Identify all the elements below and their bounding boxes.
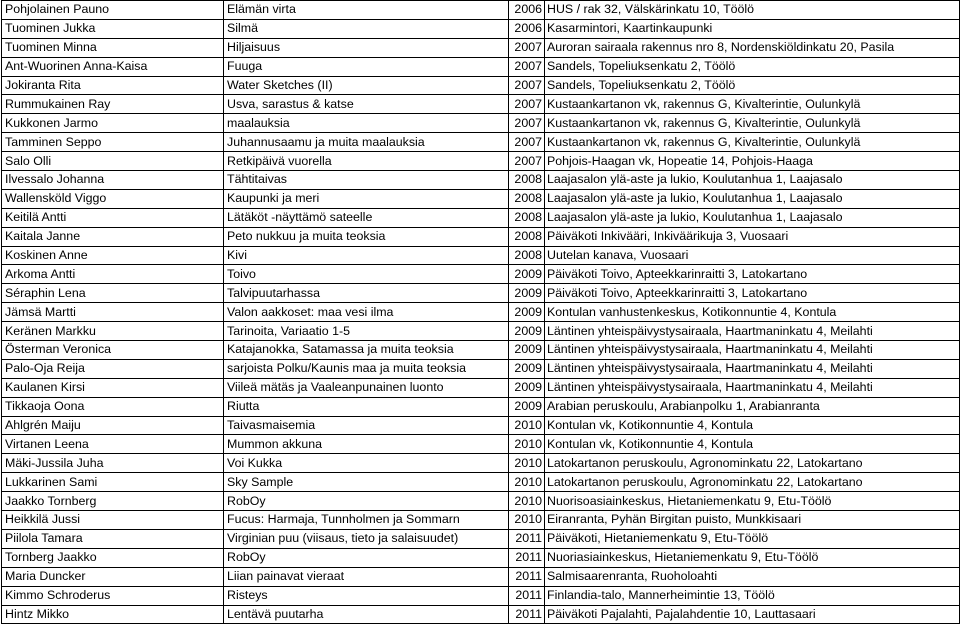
location-cell: Uutelan kanava, Vuosaari	[545, 246, 960, 265]
year-cell: 2009	[509, 284, 545, 303]
year-cell: 2007	[509, 57, 545, 76]
artwork-title-cell: Lentävä puutarha	[224, 605, 509, 624]
artwork-title-cell: Liian painavat vieraat	[224, 567, 509, 586]
location-cell: Kontulan vanhustenkeskus, Kotikonnuntie 4, Kontula	[545, 303, 960, 322]
table-row	[2, 473, 960, 492]
artwork-title-cell: Taivasmaisemia	[224, 416, 509, 435]
artwork-title-cell: Silmä	[224, 19, 509, 38]
table-row	[2, 57, 960, 76]
artist-name-cell: Mäki-Jussila Juha	[2, 454, 224, 473]
table-row	[2, 378, 960, 397]
artwork-title-cell: Tarinoita, Variaatio 1-5	[224, 322, 509, 341]
location-cell: Nuoriasiainkeskus, Hietaniemenkatu 9, Etu-Töölö	[545, 548, 960, 567]
table-row	[2, 303, 960, 322]
artist-name-cell: Maria Duncker	[2, 567, 224, 586]
table-row	[2, 567, 960, 586]
artist-name-cell: Palo-Oja Reija	[2, 359, 224, 378]
table-row	[2, 492, 960, 511]
year-cell: 2010	[509, 492, 545, 511]
location-cell: Eiranranta, Pyhän Birgitan puisto, Munkkisaari	[545, 511, 960, 530]
artwork-title-cell: sarjoista Polku/Kaunis maa ja muita teoksia	[224, 359, 509, 378]
artist-name-cell: Ahlgrén Maiju	[2, 416, 224, 435]
table-row	[2, 341, 960, 360]
year-cell: 2009	[509, 397, 545, 416]
artist-name-cell: Keitilä Antti	[2, 208, 224, 227]
table-row	[2, 208, 960, 227]
year-cell: 2009	[509, 378, 545, 397]
location-cell: Sandels, Topeliuksenkatu 2, Töölö	[545, 57, 960, 76]
year-cell: 2007	[509, 95, 545, 114]
artist-name-cell: Virtanen Leena	[2, 435, 224, 454]
location-cell: Läntinen yhteispäivystysairaala, Haartmaninkatu 4, Meilahti	[545, 359, 960, 378]
year-cell: 2007	[509, 76, 545, 95]
artist-name-cell: Heikkilä Jussi	[2, 511, 224, 530]
year-cell: 2010	[509, 454, 545, 473]
artist-name-cell: Ilvessalo Johanna	[2, 171, 224, 190]
artist-name-cell: Kaitala Janne	[2, 227, 224, 246]
artwork-title-cell: Katajanokka, Satamassa ja muita teoksia	[224, 341, 509, 360]
artist-name-cell: Rummukainen Ray	[2, 95, 224, 114]
location-cell: Kustaankartanon vk, rakennus G, Kivalterintie, Oulunkylä	[545, 95, 960, 114]
table-row	[2, 529, 960, 548]
table-row	[2, 246, 960, 265]
year-cell: 2009	[509, 359, 545, 378]
location-cell: Päiväkoti Toivo, Apteekkarinraitti 3, Latokartano	[545, 284, 960, 303]
table-row	[2, 114, 960, 133]
artwork-title-cell: Valon aakkoset: maa vesi ilma	[224, 303, 509, 322]
location-cell: Kustaankartanon vk, rakennus G, Kivalterintie, Oulunkylä	[545, 114, 960, 133]
table-row	[2, 605, 960, 624]
table-row	[2, 76, 960, 95]
artwork-table-body	[2, 1, 960, 624]
artwork-title-cell: maalauksia	[224, 114, 509, 133]
artist-name-cell: Séraphin Lena	[2, 284, 224, 303]
artist-name-cell: Österman Veronica	[2, 341, 224, 360]
location-cell: Kontulan vk, Kotikonnuntie 4, Kontula	[545, 416, 960, 435]
artist-name-cell: Kimmo Schroderus	[2, 586, 224, 605]
year-cell: 2008	[509, 227, 545, 246]
artist-name-cell: Pohjolainen Pauno	[2, 1, 224, 20]
table-row	[2, 152, 960, 171]
artwork-title-cell: Usva, sarastus & katse	[224, 95, 509, 114]
year-cell: 2007	[509, 133, 545, 152]
table-row	[2, 454, 960, 473]
year-cell: 2008	[509, 171, 545, 190]
location-cell: Finlandia-talo, Mannerheimintie 13, Töölö	[545, 586, 960, 605]
year-cell: 2008	[509, 189, 545, 208]
year-cell: 2007	[509, 152, 545, 171]
location-cell: Laajasalon ylä-aste ja lukio, Koulutanhua 1, Laajasalo	[545, 189, 960, 208]
artwork-title-cell: Sky Sample	[224, 473, 509, 492]
table-row	[2, 265, 960, 284]
location-cell: Läntinen yhteispäivystysairaala, Haartmaninkatu 4, Meilahti	[545, 341, 960, 360]
artist-name-cell: Lukkarinen Sami	[2, 473, 224, 492]
year-cell: 2008	[509, 246, 545, 265]
table-row	[2, 19, 960, 38]
location-cell: Arabian peruskoulu, Arabianpolku 1, Arabianranta	[545, 397, 960, 416]
artwork-title-cell: Juhannusaamu ja muita maalauksia	[224, 133, 509, 152]
artist-name-cell: Hintz Mikko	[2, 605, 224, 624]
table-row	[2, 38, 960, 57]
artwork-table	[1, 0, 960, 624]
year-cell: 2006	[509, 1, 545, 20]
location-cell: Läntinen yhteispäivystysairaala, Haartmaninkatu 4, Meilahti	[545, 378, 960, 397]
artwork-title-cell: Voi Kukka	[224, 454, 509, 473]
year-cell: 2009	[509, 303, 545, 322]
table-row	[2, 548, 960, 567]
year-cell: 2011	[509, 529, 545, 548]
artist-name-cell: Koskinen Anne	[2, 246, 224, 265]
artwork-title-cell: Fuuga	[224, 57, 509, 76]
year-cell: 2010	[509, 416, 545, 435]
location-cell: Päiväkoti Toivo, Apteekkarinraitti 3, Latokartano	[545, 265, 960, 284]
year-cell: 2009	[509, 322, 545, 341]
artist-name-cell: Kukkonen Jarmo	[2, 114, 224, 133]
year-cell: 2011	[509, 605, 545, 624]
table-row	[2, 227, 960, 246]
year-cell: 2007	[509, 38, 545, 57]
table-row	[2, 189, 960, 208]
location-cell: Kustaankartanon vk, rakennus G, Kivalterintie, Oulunkylä	[545, 133, 960, 152]
artist-name-cell: Jämsä Martti	[2, 303, 224, 322]
artwork-title-cell: Riutta	[224, 397, 509, 416]
location-cell: Auroran sairaala rakennus nro 8, Nordenskiöldinkatu 20, Pasila	[545, 38, 960, 57]
table-row	[2, 359, 960, 378]
artist-name-cell: Ant-Wuorinen Anna-Kaisa	[2, 57, 224, 76]
artist-name-cell: Arkoma Antti	[2, 265, 224, 284]
artist-name-cell: Keränen Markku	[2, 322, 224, 341]
table-row	[2, 397, 960, 416]
year-cell: 2007	[509, 114, 545, 133]
location-cell: Päiväkoti Pajalahti, Pajalahdentie 10, Lauttasaari	[545, 605, 960, 624]
artwork-title-cell: Retkipäivä vuorella	[224, 152, 509, 171]
artwork-title-cell: Tähtitaivas	[224, 171, 509, 190]
table-row	[2, 171, 960, 190]
artwork-title-cell: Lätäköt -näyttämö sateelle	[224, 208, 509, 227]
artwork-title-cell: Water Sketches (II)	[224, 76, 509, 95]
artist-name-cell: Tuominen Minna	[2, 38, 224, 57]
artist-name-cell: Tikkaoja Oona	[2, 397, 224, 416]
year-cell: 2011	[509, 548, 545, 567]
year-cell: 2010	[509, 435, 545, 454]
location-cell: Päiväkoti, Hietaniemenkatu 9, Etu-Töölö	[545, 529, 960, 548]
location-cell: HUS / rak 32, Välskärinkatu 10, Töölö	[545, 1, 960, 20]
location-cell: Nuorisoasiainkeskus, Hietaniemenkatu 9, Etu-Töölö	[545, 492, 960, 511]
table-row	[2, 586, 960, 605]
location-cell: Laajasalon ylä-aste ja lukio, Koulutanhua 1, Laajasalo	[545, 171, 960, 190]
year-cell: 2011	[509, 586, 545, 605]
year-cell: 2010	[509, 473, 545, 492]
table-row	[2, 95, 960, 114]
artist-name-cell: Jokiranta Rita	[2, 76, 224, 95]
artwork-title-cell: RobOy	[224, 492, 509, 511]
table-row	[2, 435, 960, 454]
year-cell: 2009	[509, 265, 545, 284]
artist-name-cell: Tornberg Jaakko	[2, 548, 224, 567]
artist-name-cell: Salo Olli	[2, 152, 224, 171]
year-cell: 2008	[509, 208, 545, 227]
artwork-title-cell: Mummon akkuna	[224, 435, 509, 454]
table-row	[2, 133, 960, 152]
artwork-title-cell: RobOy	[224, 548, 509, 567]
artwork-title-cell: Peto nukkuu ja muita teoksia	[224, 227, 509, 246]
year-cell: 2011	[509, 567, 545, 586]
artwork-title-cell: Toivo	[224, 265, 509, 284]
location-cell: Laajasalon ylä-aste ja lukio, Koulutanhua 1, Laajasalo	[545, 208, 960, 227]
artist-name-cell: Tuominen Jukka	[2, 19, 224, 38]
year-cell: 2010	[509, 511, 545, 530]
artwork-title-cell: Fucus: Harmaja, Tunnholmen ja Sommarn	[224, 511, 509, 530]
location-cell: Läntinen yhteispäivystysairaala, Haartmaninkatu 4, Meilahti	[545, 322, 960, 341]
location-cell: Latokartanon peruskoulu, Agronominkatu 22, Latokartano	[545, 473, 960, 492]
location-cell: Pohjois-Haagan vk, Hopeatie 14, Pohjois-Haaga	[545, 152, 960, 171]
artwork-title-cell: Viileä mätäs ja Vaaleanpunainen luonto	[224, 378, 509, 397]
table-row	[2, 1, 960, 20]
artist-name-cell: Wallensköld Viggo	[2, 189, 224, 208]
location-cell: Päiväkoti Inkivääri, Inkiväärikuja 3, Vuosaari	[545, 227, 960, 246]
artwork-title-cell: Risteys	[224, 586, 509, 605]
location-cell: Salmisaarenranta, Ruoholoahti	[545, 567, 960, 586]
artist-name-cell: Piilola Tamara	[2, 529, 224, 548]
artist-name-cell: Tamminen Seppo	[2, 133, 224, 152]
location-cell: Kasarmintori, Kaartinkaupunki	[545, 19, 960, 38]
year-cell: 2009	[509, 341, 545, 360]
artwork-title-cell: Talvipuutarhassa	[224, 284, 509, 303]
location-cell: Sandels, Topeliuksenkatu 2, Töölö	[545, 76, 960, 95]
table-row	[2, 416, 960, 435]
artist-name-cell: Jaakko Tornberg	[2, 492, 224, 511]
artist-name-cell: Kaulanen Kirsi	[2, 378, 224, 397]
artwork-title-cell: Kivi	[224, 246, 509, 265]
location-cell: Latokartanon peruskoulu, Agronominkatu 22, Latokartano	[545, 454, 960, 473]
artwork-title-cell: Hiljaisuus	[224, 38, 509, 57]
year-cell: 2006	[509, 19, 545, 38]
artwork-title-cell: Virginian puu (viisaus, tieto ja salaisuudet)	[224, 529, 509, 548]
table-row	[2, 322, 960, 341]
artwork-title-cell: Kaupunki ja meri	[224, 189, 509, 208]
table-row	[2, 284, 960, 303]
location-cell: Kontulan vk, Kotikonnuntie 4, Kontula	[545, 435, 960, 454]
artwork-title-cell: Elämän virta	[224, 1, 509, 20]
table-row	[2, 511, 960, 530]
